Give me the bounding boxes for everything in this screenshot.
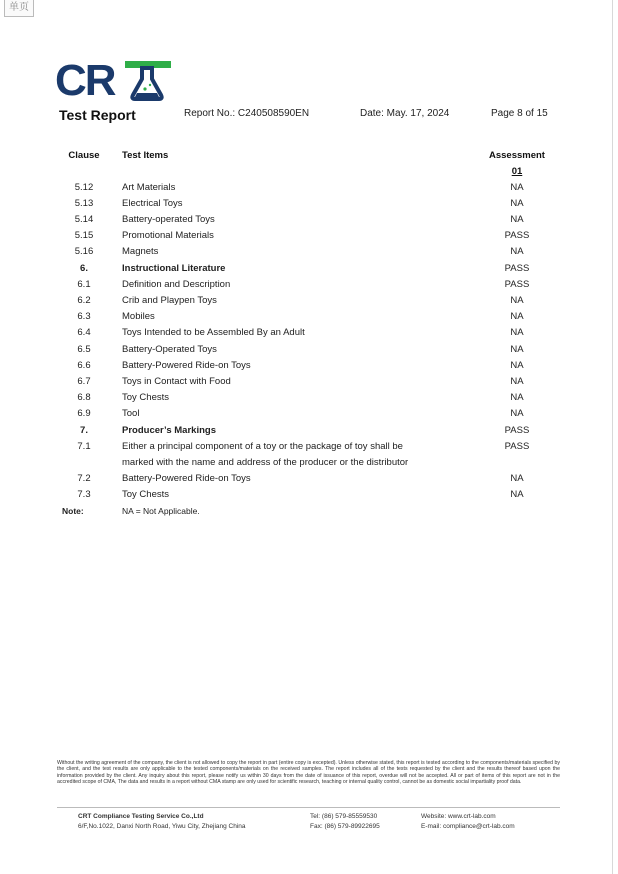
column-header-assessment: Assessment — [489, 150, 545, 161]
item-cell: Toys in Contact with Food — [122, 376, 231, 387]
item-cell: Toys Intended to be Assembled By an Adult — [122, 327, 305, 338]
item-cell: Art Materials — [122, 182, 176, 193]
result-cell: NA — [510, 311, 524, 322]
result-cell: NA — [510, 392, 524, 403]
disclaimer: Without the writing agreement of the company, the client is not allowed to copy the report in part (entire copy is excepted). Unless otherwise stated, this report is tested according to the components/materials specified by the client, and the test results are only applicable to the tested components/materials on the received samples. The report includes all of the tests requested by the client and the results thereof based upon the information provided by the client. Any inquiry about this report, please notify us within 30 days from the date of issuance of this report, overdue will not be accepted. All or part of items of this report are not in the accredited scope of CMA, The data and results in a report without CMA stamp are only used for scientific research, teaching or internal quality control, cannot be as domestic social impartiality proof data. — [57, 760, 560, 786]
item-cell: Tool — [122, 408, 140, 419]
column-header-test-items: Test Items — [122, 150, 169, 161]
result-cell: NA — [510, 246, 524, 257]
table-row — [0, 214, 612, 230]
table-row — [0, 360, 612, 376]
item-cell: Electrical Toys — [122, 198, 183, 209]
clause-cell: 7.1 — [77, 441, 91, 452]
page-edge — [612, 0, 613, 874]
table-row — [0, 230, 612, 246]
result-cell: PASS — [504, 441, 530, 452]
result-cell: NA — [510, 376, 524, 387]
item-cell: Definition and Description — [122, 279, 231, 290]
clause-cell: 6.4 — [77, 327, 91, 338]
table-row — [0, 327, 612, 343]
item-cell: Instructional Literature — [122, 263, 226, 274]
item-cell: Battery-Powered Ride-on Toys — [122, 473, 251, 484]
table-row — [0, 441, 612, 457]
item-cell: Battery-Powered Ride-on Toys — [122, 360, 251, 371]
table-row — [0, 246, 612, 262]
result-cell: NA — [510, 327, 524, 338]
result-cell: PASS — [504, 425, 530, 436]
clause-cell: 5.14 — [74, 214, 94, 225]
result-cell: NA — [510, 489, 524, 500]
clause-cell: 6.2 — [77, 295, 91, 306]
result-cell: NA — [510, 182, 524, 193]
footer-company: CRT Compliance Testing Service Co.,Ltd — [78, 813, 204, 820]
clause-cell: 6. — [80, 263, 88, 274]
clause-cell: 6.8 — [77, 392, 91, 403]
table-row-section — [0, 425, 612, 441]
table-row — [0, 279, 612, 295]
result-cell: NA — [510, 408, 524, 419]
item-cell: Either a principal component of a toy or the package of toy shall be — [122, 441, 403, 452]
table-row — [0, 392, 612, 408]
footer-website: Website: www.crt-lab.com — [421, 813, 496, 820]
table-row — [0, 311, 612, 327]
item-cell: Mobiles — [122, 311, 155, 322]
assessment-sample-number: 01 — [511, 166, 523, 177]
result-cell: NA — [510, 198, 524, 209]
result-cell: PASS — [504, 279, 530, 290]
note-text: NA = Not Applicable. — [122, 506, 200, 516]
footer-fax: Fax: (86) 579-89922695 — [310, 823, 380, 830]
table-row — [0, 408, 612, 424]
table-row — [0, 473, 612, 489]
footer-divider — [57, 807, 560, 808]
single-page-button[interactable]: 单页 — [4, 0, 34, 17]
report-number: Report No.: C240508590EN — [184, 108, 310, 119]
result-cell: NA — [510, 360, 524, 371]
item-cell: Promotional Materials — [122, 230, 214, 241]
result-cell: NA — [510, 473, 524, 484]
item-cell: Battery-operated Toys — [122, 214, 215, 225]
result-cell: NA — [510, 214, 524, 225]
column-header-clause: Clause — [68, 150, 100, 161]
item-cell: Magnets — [122, 246, 159, 257]
clause-cell: 7.2 — [77, 473, 91, 484]
report-title: Test Report — [59, 107, 136, 123]
clause-cell: 7. — [80, 425, 88, 436]
item-cell: Producer’s Markings — [122, 425, 216, 436]
footer-address: 6/F,No.1022, Danxi North Road, Yiwu City, Zhejiang China — [78, 823, 246, 830]
clause-cell: 6.9 — [77, 408, 91, 419]
crt-logo — [55, 57, 175, 101]
clause-cell: 5.16 — [74, 246, 94, 257]
clause-cell: 6.5 — [77, 344, 91, 355]
footer-tel: Tel: (86) 579-85559530 — [310, 813, 378, 820]
footer-email: E-mail: compliance@crt-lab.com — [421, 823, 515, 830]
table-row-section — [0, 263, 612, 279]
result-cell: NA — [510, 344, 524, 355]
clause-cell: 6.6 — [77, 360, 91, 371]
table-row — [0, 198, 612, 214]
clause-cell: 5.12 — [74, 182, 94, 193]
clause-cell: 5.13 — [74, 198, 94, 209]
clause-cell: 5.15 — [74, 230, 94, 241]
clause-cell: 6.3 — [77, 311, 91, 322]
item-cell: Crib and Playpen Toys — [122, 295, 217, 306]
clause-cell: 6.7 — [77, 376, 91, 387]
page-number: Page 8 of 15 — [491, 108, 548, 119]
table-row — [0, 376, 612, 392]
item-cell: Toy Chests — [122, 392, 169, 403]
clause-cell: 6.1 — [77, 279, 91, 290]
table-row — [0, 295, 612, 311]
result-cell: PASS — [504, 263, 530, 274]
clause-cell: 7.3 — [77, 489, 91, 500]
table-row — [0, 344, 612, 360]
note-label: Note: — [62, 506, 84, 516]
table-row-continuation — [0, 457, 612, 473]
item-cell: marked with the name and address of the producer or the distributor — [122, 457, 409, 468]
report-date: Date: May. 17, 2024 — [360, 108, 450, 119]
table-row — [0, 489, 612, 505]
item-cell: Battery-Operated Toys — [122, 344, 217, 355]
result-cell: NA — [510, 295, 524, 306]
result-cell: PASS — [504, 230, 530, 241]
item-cell: Toy Chests — [122, 489, 169, 500]
svg-text:CR: CR — [55, 57, 115, 101]
table-row — [0, 182, 612, 198]
